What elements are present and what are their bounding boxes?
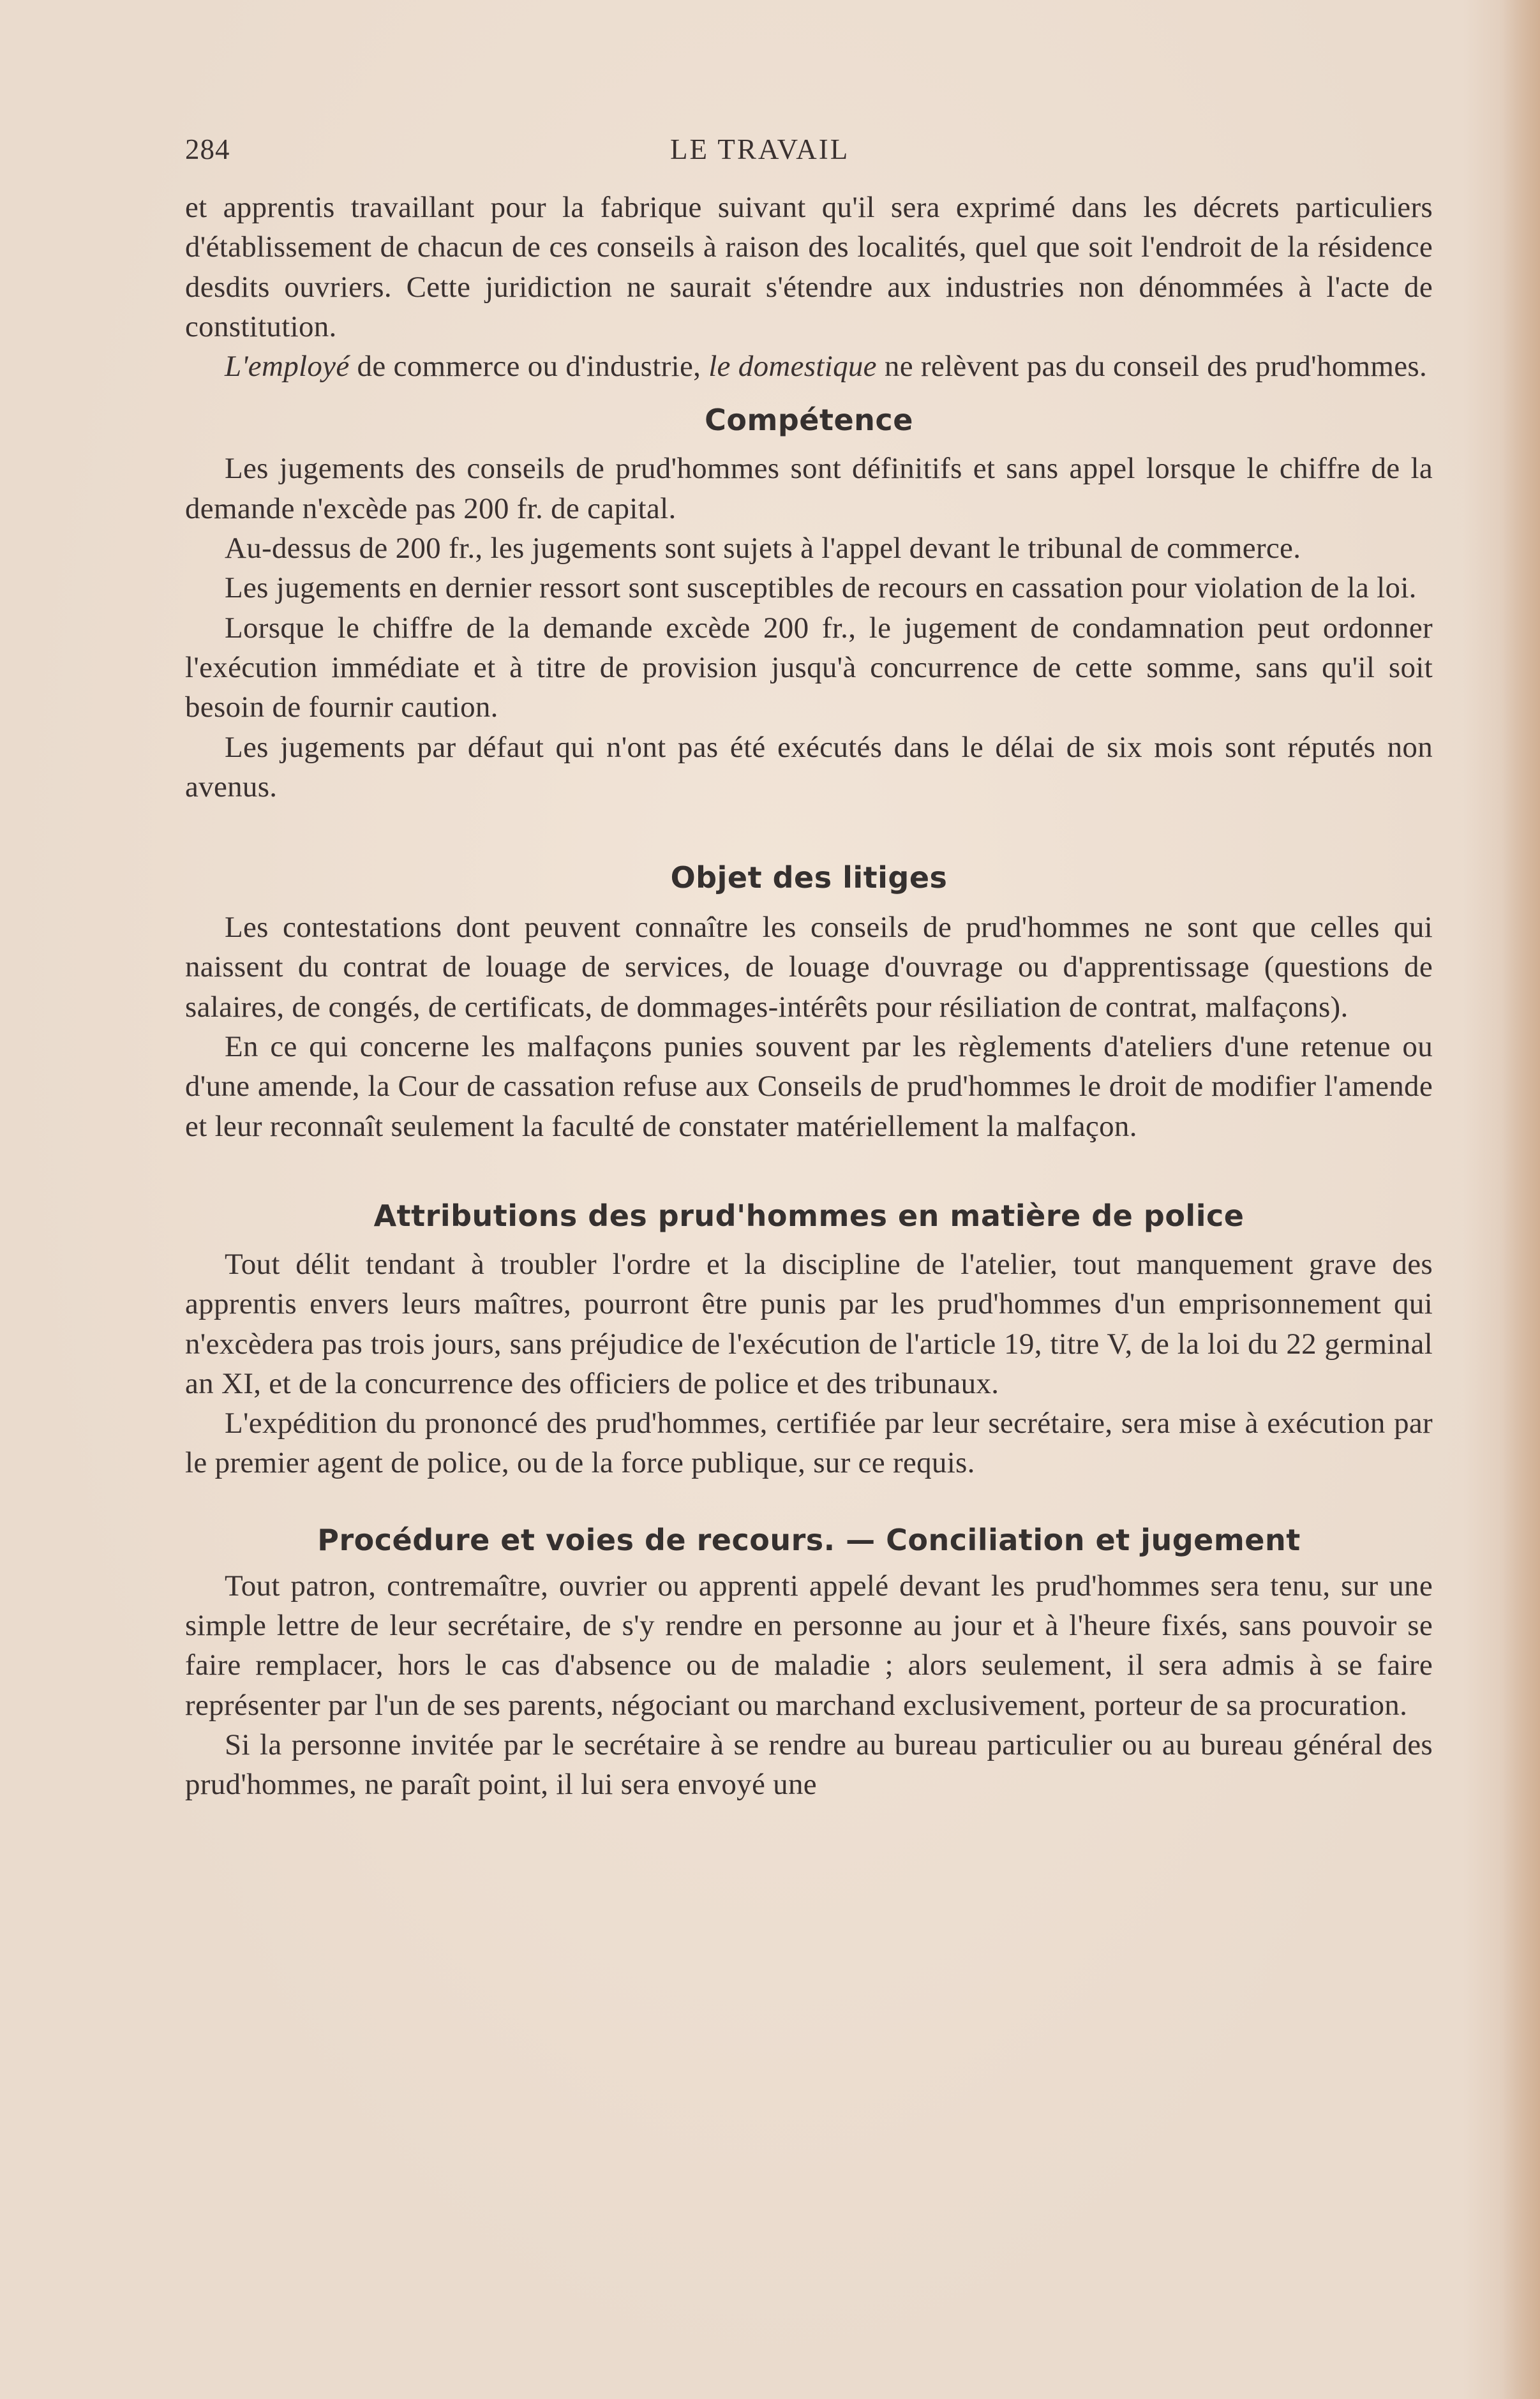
procedure-paragraph-2: Si la personne invitée par le secrétaire à se rendre au bureau particulier ou au bureau général des prud'hommes, ne paraît point, il lui sera envoyé une [185, 1728, 1433, 1802]
objet-paragraph-1: Les contestations dont peuvent connaître les conseils de prud'hommes ne sont que celles qui naissent du contrat de louage de services, de louage d'ouvrage ou d'apprentissage (questions de salaires, de congés, de certificats, de dommages-intérêts pour résiliation de contrat, malfaçons). [185, 911, 1433, 1024]
italic-term-domestique: le domestique [708, 350, 877, 384]
objet-section [185, 860, 1433, 1146]
competence-paragraph-1: Les jugements des conseils de prud'hommes sont définitifs et sans appel lorsque le chiffre de la demande n'excède pas 200 fr. de capital. [185, 452, 1433, 525]
procedure-section [185, 1523, 1433, 1805]
intro-section [185, 188, 1433, 386]
competence-paragraph-2: Au-dessus de 200 fr., les jugements sont sujets à l'appel devant le tribunal de commerce. [225, 532, 1301, 565]
section-heading-procedure: Procédure et voies de recours. — Conciliation et jugement [317, 1522, 1301, 1557]
running-head [185, 133, 1433, 184]
page-number: 284 [185, 133, 230, 165]
intro-paragraph-1: et apprentis travaillant pour la fabrique suivant qu'il sera exprimé dans les décrets particuliers d'établissement de chacun de ces conseils à raison des localités, quel que soit l'endroit de la résidence desdits ouvriers. Cette juridiction ne saurait s'étendre aux industries non dénommées à l'acte de constitution. [185, 191, 1433, 343]
competence-section [185, 403, 1433, 807]
competence-paragraph-4: Lorsque le chiffre de la demande excède 200 fr., le jugement de condamnation peut ordonner l'exécution immédiate et à titre de provision jusqu'à concurrence de cette somme, sans qu'il soit besoin de fournir caution. [185, 611, 1433, 724]
section-heading-objet: Objet des litiges [670, 860, 948, 895]
book-page [185, 133, 1433, 1805]
running-title: LE TRAVAIL [670, 133, 850, 165]
competence-paragraph-3: Les jugements en dernier ressort sont susceptibles de recours en cassation pour violation de la loi. [225, 571, 1417, 605]
attributions-section [185, 1199, 1433, 1483]
attributions-paragraph-1: Tout délit tendant à troubler l'ordre et la discipline de l'atelier, tout manquement grave des apprentis envers leurs maîtres, pourront être punis par les prud'hommes d'un emprisonnement qui n'excèdera pas trois jours, sans préjudice de l'exécution de l'article 19, titre V, de la loi du 22 germinal an XI, et de la concurrence des officiers de police et des tribunaux. [185, 1247, 1433, 1400]
procedure-paragraph-1: Tout patron, contremaître, ouvrier ou apprenti appelé devant les prud'hommes sera tenu, sur une simple lettre de leur secrétaire, de s'y rendre en personne au jour et à l'heure fixés, sans pouvoir se faire remplacer, hors le cas d'absence ou de maladie ; alors seulement, il sera admis à se faire représenter par l'un de ses parents, négociant ou marchand exclusivement, porteur de sa procuration. [185, 1569, 1433, 1722]
competence-paragraph-5: Les jugements par défaut qui n'ont pas été exécutés dans le délai de six mois sont réputés non avenus. [185, 730, 1433, 803]
section-heading-attributions: Attributions des prud'hommes en matière de police [373, 1198, 1245, 1233]
attributions-paragraph-2: L'expédition du prononcé des prud'hommes, certifiée par leur secrétaire, sera mise à exécution par le premier agent de police, ou de la force publique, sur ce requis. [185, 1407, 1433, 1480]
intro-paragraph-2 [185, 347, 1433, 386]
page-edge-shadow [1502, 0, 1540, 2399]
objet-paragraph-2: En ce qui concerne les malfaçons punies souvent par les règlements d'ateliers d'une retenue ou d'une amende, la Cour de cassation refuse aux Conseils de prud'hommes le droit de modifier l'amende et leur reconnaît seulement la faculté de constater matériellement la malfaçon. [185, 1030, 1433, 1143]
intro-text-2: ne relèvent pas du conseil des prud'hommes. [876, 350, 1428, 384]
intro-text-1: de commerce ou d'industrie, [349, 350, 709, 384]
section-heading-competence: Compétence [705, 403, 913, 438]
italic-term-employe: L'employé [225, 350, 350, 384]
